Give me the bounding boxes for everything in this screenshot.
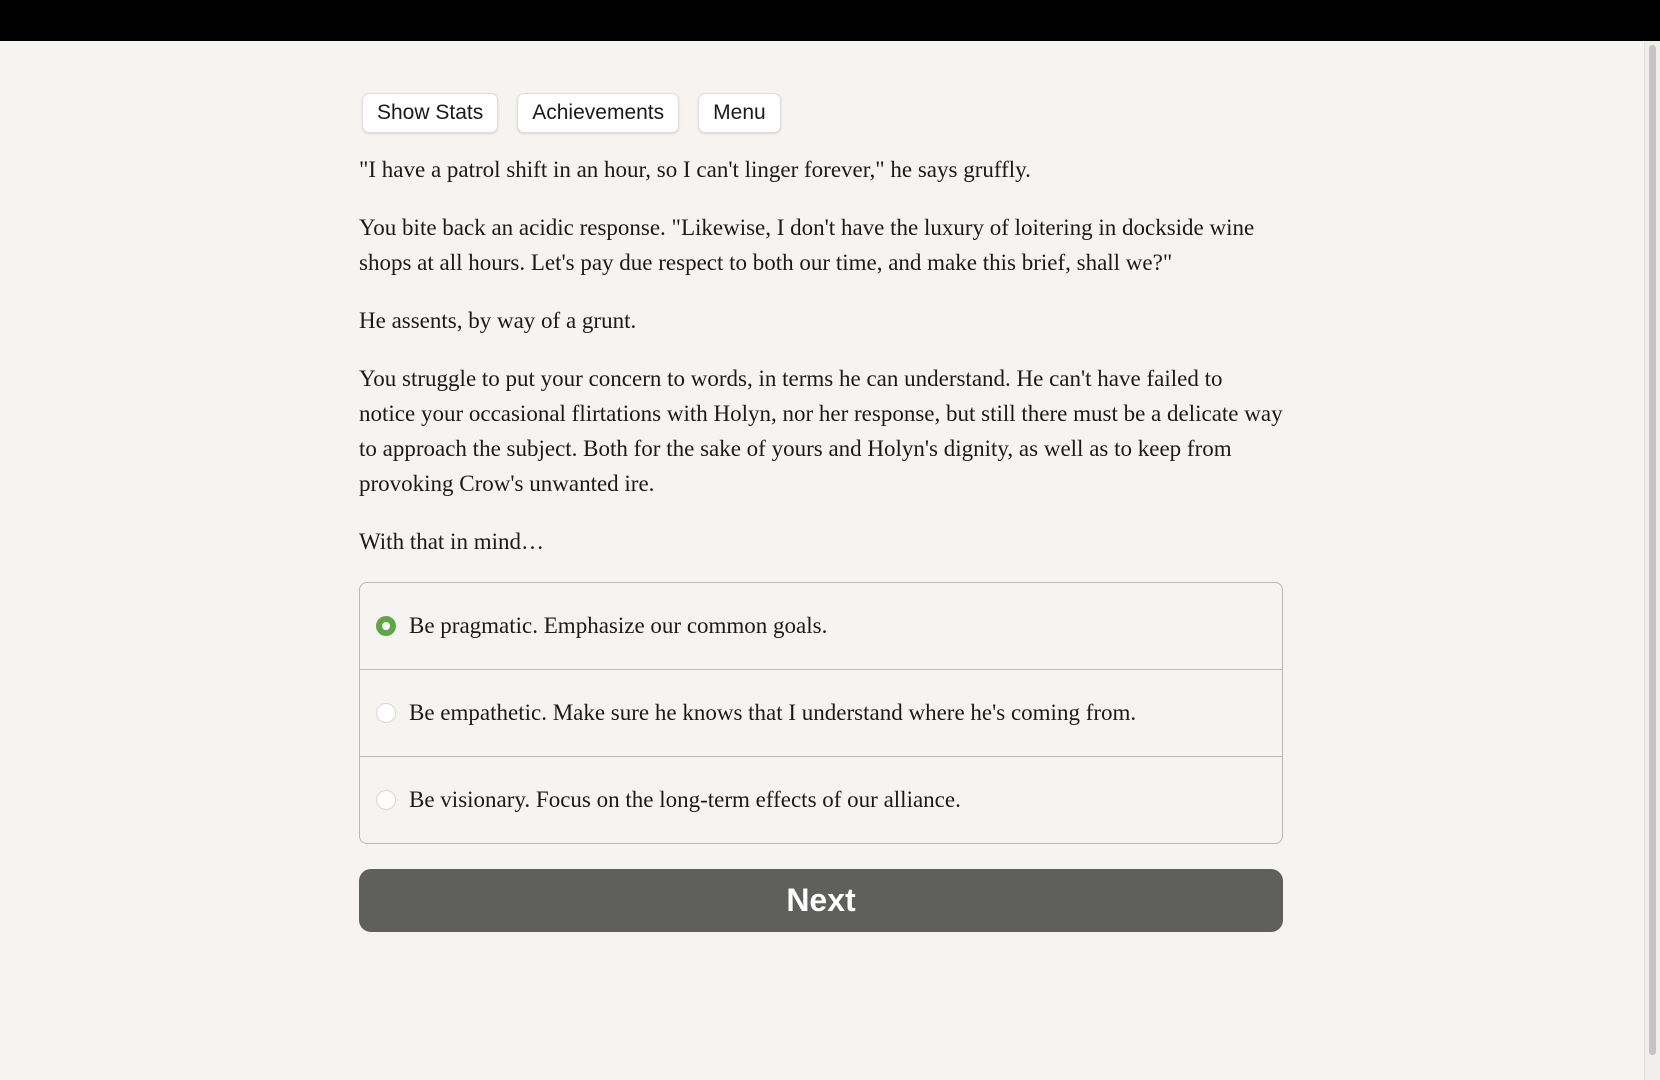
top-bar xyxy=(0,0,1660,41)
choice-pragmatic[interactable] xyxy=(360,583,1282,669)
toolbar xyxy=(362,93,1283,133)
achievements-button[interactable]: Achievements xyxy=(517,93,679,133)
choice-visionary[interactable] xyxy=(360,756,1282,843)
radio-icon[interactable] xyxy=(376,703,396,723)
story-paragraph: He assents, by way of a grunt. xyxy=(359,308,637,333)
choice-empathetic[interactable] xyxy=(360,669,1282,756)
radio-icon[interactable] xyxy=(376,790,396,810)
radio-selected-icon[interactable] xyxy=(376,616,396,636)
choice-list xyxy=(359,582,1283,844)
show-stats-button[interactable]: Show Stats xyxy=(362,93,498,133)
choice-label: Be empathetic. Make sure he knows that I understand where he's coming from. xyxy=(409,700,1137,725)
story-text xyxy=(359,152,1283,559)
menu-button[interactable]: Menu xyxy=(698,93,781,133)
story-paragraph: With that in mind… xyxy=(359,529,544,554)
scrollbar[interactable] xyxy=(1644,41,1660,1080)
story-paragraph: You bite back an acidic response. "Likewise, I don't have the luxury of loitering in dockside wine shops at all hours. Let's pay due respect to both our time, and make this brief, shall we?" xyxy=(359,215,1255,275)
scrollbar-thumb[interactable] xyxy=(1649,45,1656,1055)
choice-label: Be pragmatic. Emphasize our common goals. xyxy=(409,613,828,638)
story-paragraph: You struggle to put your concern to words, in terms he can understand. He can't have failed to notice your occasional flirtations with Holyn, nor her response, but still there must be a delicate way to approach the subject. Both for the sake of yours and Holyn's dignity, as well as to keep from provoking Crow's unwanted ire. xyxy=(359,366,1283,496)
next-button[interactable]: Next xyxy=(359,869,1283,932)
story-paragraph: "I have a patrol shift in an hour, so I can't linger forever," he says gruffly. xyxy=(359,157,1031,182)
choice-label: Be visionary. Focus on the long-term effects of our alliance. xyxy=(409,787,961,812)
game-column xyxy=(359,93,1283,932)
